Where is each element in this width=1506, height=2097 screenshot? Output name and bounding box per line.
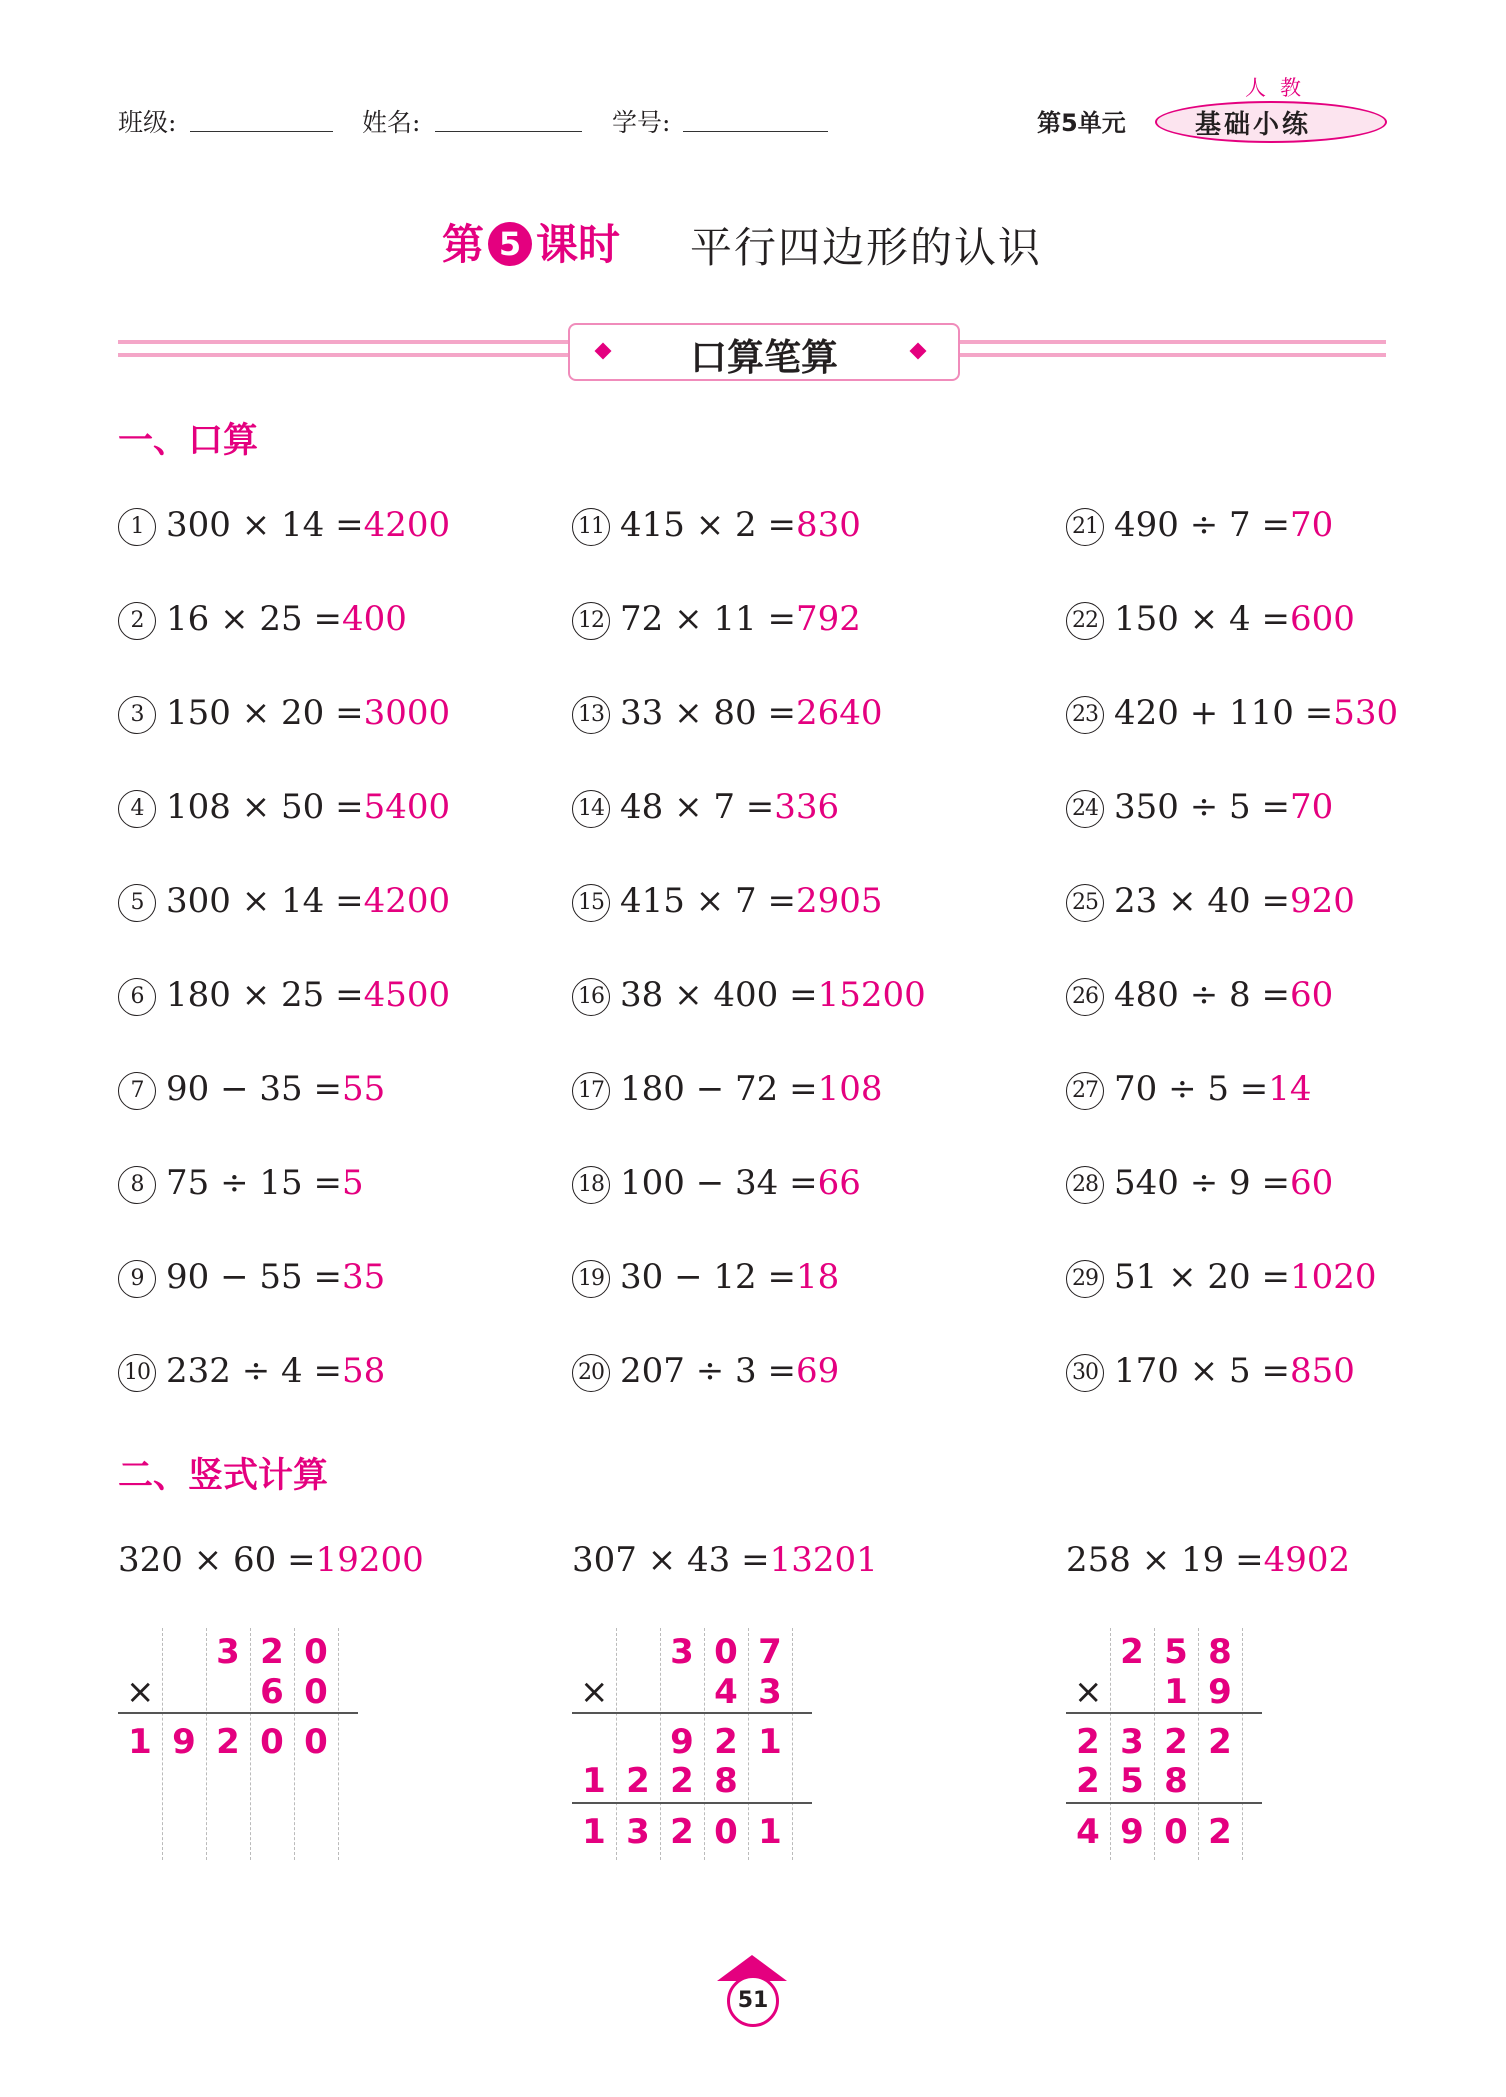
oral-problem — [1066, 1351, 1355, 1392]
problem-answer[interactable]: 336 — [774, 787, 840, 827]
problem-answer[interactable]: 60 — [1289, 1163, 1334, 1203]
calc-digit: 2 — [670, 1812, 694, 1852]
problem-question: 90 − 55 = — [166, 1257, 342, 1297]
problem-answer[interactable]: 58 — [341, 1351, 386, 1391]
calc-digit: 2 — [260, 1632, 284, 1672]
calc-digit: 1 — [758, 1722, 782, 1762]
calc-digit: 1 — [128, 1722, 152, 1762]
problem-number: 12 — [572, 602, 610, 640]
calc-digit: 8 — [714, 1761, 738, 1801]
problem-answer[interactable]: 55 — [341, 1069, 386, 1109]
oral-problem — [1066, 599, 1355, 640]
problem-question: 350 ÷ 5 = — [1114, 787, 1290, 827]
oral-problem — [118, 1257, 385, 1298]
problem-answer[interactable]: 2905 — [795, 881, 883, 921]
oral-problem — [118, 693, 450, 734]
problem-number: 27 — [1066, 1072, 1104, 1110]
calc-digit: 5 — [1164, 1632, 1188, 1672]
brand-publisher: 人教 — [1245, 76, 1315, 100]
calc-digit: 0 — [304, 1672, 328, 1712]
student-id-label: 学号: — [612, 108, 671, 137]
calc-digit: 0 — [1164, 1812, 1188, 1852]
problem-number: 8 — [118, 1166, 156, 1204]
calc-digit: 0 — [714, 1812, 738, 1852]
written-answer[interactable]: 13201 — [769, 1540, 878, 1580]
oral-problem — [118, 881, 450, 922]
calc-digit: 9 — [172, 1722, 196, 1762]
problem-number: 16 — [572, 978, 610, 1016]
grid-line — [338, 1628, 339, 1860]
class-blank[interactable] — [190, 131, 333, 132]
problem-answer[interactable]: 4200 — [363, 505, 451, 545]
calc-rule — [572, 1802, 812, 1804]
oral-problem — [1066, 881, 1355, 922]
problem-answer[interactable]: 2640 — [795, 693, 883, 733]
oral-problem — [572, 787, 839, 828]
problem-number: 14 — [572, 790, 610, 828]
calc-digit: 2 — [1076, 1722, 1100, 1762]
problem-number: 6 — [118, 978, 156, 1016]
calc-digit: 3 — [670, 1632, 694, 1672]
oral-problem — [572, 1257, 839, 1298]
calc-digit: 2 — [1208, 1722, 1232, 1762]
problem-question: 180 − 72 = — [620, 1069, 818, 1109]
problem-answer[interactable]: 70 — [1289, 787, 1334, 827]
problem-number: 30 — [1066, 1354, 1104, 1392]
written-question: 307 × 43 = — [572, 1540, 770, 1580]
oral-problem — [572, 693, 882, 734]
problem-answer[interactable]: 69 — [795, 1351, 840, 1391]
problem-question: 38 × 400 = — [620, 975, 818, 1015]
problem-answer[interactable]: 35 — [341, 1257, 386, 1297]
problem-number: 18 — [572, 1166, 610, 1204]
problem-answer[interactable]: 400 — [341, 599, 407, 639]
oral-problem — [1066, 1163, 1333, 1204]
problem-question: 90 − 35 = — [166, 1069, 342, 1109]
calc-digit: 0 — [304, 1632, 328, 1672]
grid-line — [1242, 1628, 1243, 1860]
oral-problem — [1066, 1257, 1376, 1298]
oral-problem — [118, 1351, 385, 1392]
oral-problem — [118, 505, 450, 546]
calc-digit: 0 — [304, 1722, 328, 1762]
problem-question: 100 − 34 = — [620, 1163, 818, 1203]
written-equation — [1066, 1540, 1350, 1580]
problem-number: 13 — [572, 696, 610, 734]
calc-digit: 1 — [582, 1812, 606, 1852]
calc-digit: 2 — [1164, 1722, 1188, 1762]
name-blank[interactable] — [435, 131, 582, 132]
problem-question: 415 × 2 = — [620, 505, 796, 545]
written-equation — [118, 1540, 424, 1580]
problem-question: 180 × 25 = — [166, 975, 364, 1015]
multiply-sign: × — [580, 1672, 609, 1712]
problem-number: 9 — [118, 1260, 156, 1298]
oral-problem — [572, 1163, 861, 1204]
banner-stripe-right-2 — [956, 353, 1386, 357]
oral-problem — [1066, 1069, 1312, 1110]
problem-question: 170 × 5 = — [1114, 1351, 1290, 1391]
problem-number: 21 — [1066, 508, 1104, 546]
brand-name: 基础小练 — [1195, 110, 1312, 140]
problem-number: 20 — [572, 1354, 610, 1392]
problem-question: 51 × 20 = — [1114, 1257, 1290, 1297]
problem-number: 26 — [1066, 978, 1104, 1016]
oral-problem — [118, 1069, 385, 1110]
banner-stripe-right — [956, 340, 1386, 344]
problem-question: 150 × 4 = — [1114, 599, 1290, 639]
oral-problem — [572, 881, 882, 922]
calc-digit: 2 — [1208, 1812, 1232, 1852]
multiply-sign: × — [1074, 1672, 1103, 1712]
calc-digit: 9 — [1208, 1672, 1232, 1712]
problem-answer[interactable]: 4200 — [363, 881, 451, 921]
calc-digit: 9 — [1120, 1812, 1144, 1852]
problem-question: 540 ÷ 9 = — [1114, 1163, 1290, 1203]
oral-problem — [572, 1069, 882, 1110]
problem-question: 420 + 110 = — [1114, 693, 1334, 733]
banner-stripe-left — [118, 340, 570, 344]
written-equation — [572, 1540, 878, 1580]
written-section-title: 二、竖式计算 — [118, 1456, 329, 1496]
oral-problem — [1066, 975, 1333, 1016]
problem-number: 22 — [1066, 602, 1104, 640]
written-answer[interactable]: 4902 — [1263, 1540, 1351, 1580]
calc-rule — [1066, 1802, 1262, 1804]
problem-number: 25 — [1066, 884, 1104, 922]
written-question: 258 × 19 = — [1066, 1540, 1264, 1580]
class-label: 班级: — [118, 108, 177, 137]
problem-answer[interactable]: 15200 — [817, 975, 926, 1015]
calc-digit: 3 — [216, 1632, 240, 1672]
oral-problem — [1066, 787, 1333, 828]
calc-digit: 0 — [260, 1722, 284, 1762]
calc-digit: 2 — [670, 1761, 694, 1801]
problem-answer[interactable]: 5 — [341, 1163, 364, 1203]
calc-digit: 1 — [1164, 1672, 1188, 1712]
problem-number: 17 — [572, 1072, 610, 1110]
problem-number: 19 — [572, 1260, 610, 1298]
problem-answer[interactable]: 66 — [817, 1163, 861, 1203]
problem-answer[interactable]: 920 — [1289, 881, 1355, 921]
calc-digit: 6 — [260, 1672, 284, 1712]
calc-digit: 1 — [582, 1761, 606, 1801]
calc-digit: 0 — [714, 1632, 738, 1672]
oral-problem — [572, 599, 861, 640]
calc-digit: 2 — [626, 1761, 650, 1801]
oral-problem — [1066, 693, 1398, 734]
problem-question: 23 × 40 = — [1114, 881, 1290, 921]
oral-problem — [572, 1351, 839, 1392]
problem-question: 300 × 14 = — [166, 505, 364, 545]
problem-answer[interactable]: 3000 — [363, 693, 451, 733]
problem-number: 1 — [118, 508, 156, 546]
problem-number: 24 — [1066, 790, 1104, 828]
problem-answer[interactable]: 4500 — [363, 975, 451, 1015]
lesson-circle: 5 — [488, 222, 532, 266]
calc-digit: 8 — [1164, 1761, 1188, 1801]
problem-answer[interactable]: 1020 — [1289, 1257, 1377, 1297]
lesson-suffix: 课时 — [536, 220, 621, 269]
calc-digit: 1 — [758, 1812, 782, 1852]
oral-section-title: 一、口算 — [118, 421, 259, 461]
lesson-prefix: 第 — [442, 220, 485, 269]
calc-digit: 2 — [714, 1722, 738, 1762]
problem-number: 11 — [572, 508, 610, 546]
problem-question: 48 × 7 = — [620, 787, 775, 827]
calc-digit: 2 — [1120, 1632, 1144, 1672]
problem-answer[interactable]: 5400 — [363, 787, 451, 827]
calc-digit: 3 — [758, 1672, 782, 1712]
calc-digit: 3 — [1120, 1722, 1144, 1762]
calc-digit: 5 — [1120, 1761, 1144, 1801]
problem-question: 33 × 80 = — [620, 693, 796, 733]
problem-question: 30 − 12 = — [620, 1257, 796, 1297]
calc-digit: 7 — [758, 1632, 782, 1672]
problem-answer[interactable]: 108 — [817, 1069, 883, 1109]
problem-number: 4 — [118, 790, 156, 828]
oral-problem — [572, 975, 926, 1016]
calc-digit: 2 — [216, 1722, 240, 1762]
oral-problem — [1066, 505, 1333, 546]
grid-line — [792, 1628, 793, 1860]
problem-question: 300 × 14 = — [166, 881, 364, 921]
calc-digit: 8 — [1208, 1632, 1232, 1672]
problem-number: 5 — [118, 884, 156, 922]
calc-rule — [572, 1712, 812, 1714]
problem-question: 108 × 50 = — [166, 787, 364, 827]
problem-question: 490 ÷ 7 = — [1114, 505, 1290, 545]
unit-label: 第5单元 — [1037, 109, 1126, 137]
student-id-blank[interactable] — [683, 131, 828, 132]
problem-answer[interactable]: 14 — [1268, 1069, 1312, 1109]
problem-question: 70 ÷ 5 = — [1114, 1069, 1269, 1109]
problem-number: 28 — [1066, 1166, 1104, 1204]
problem-answer[interactable]: 792 — [795, 599, 861, 639]
calc-rule — [118, 1712, 358, 1714]
problem-answer[interactable]: 60 — [1289, 975, 1334, 1015]
problem-answer[interactable]: 70 — [1289, 505, 1334, 545]
problem-answer[interactable]: 850 — [1289, 1351, 1355, 1391]
calc-digit: 9 — [670, 1722, 694, 1762]
problem-number: 29 — [1066, 1260, 1104, 1298]
problem-question: 150 × 20 = — [166, 693, 364, 733]
problem-question: 75 ÷ 15 = — [166, 1163, 342, 1203]
lesson-number — [442, 212, 620, 272]
calc-digit: 4 — [1076, 1812, 1100, 1852]
oral-problem — [572, 505, 861, 546]
lesson-title: 平行四边形的认识 — [690, 223, 1043, 272]
problem-question: 415 × 7 = — [620, 881, 796, 921]
problem-question: 232 ÷ 4 = — [166, 1351, 342, 1391]
problem-answer[interactable]: 530 — [1333, 693, 1399, 733]
oral-problem — [118, 787, 450, 828]
problem-question: 16 × 25 = — [166, 599, 342, 639]
problem-answer[interactable]: 830 — [795, 505, 861, 545]
oral-problem — [118, 975, 450, 1016]
banner-stripe-left-2 — [118, 353, 570, 357]
written-question: 320 × 60 = — [118, 1540, 316, 1580]
oral-problem — [118, 599, 407, 640]
problem-number: 23 — [1066, 696, 1104, 734]
calc-digit: 4 — [714, 1672, 738, 1712]
problem-question: 72 × 11 = — [620, 599, 796, 639]
oral-problem — [118, 1163, 364, 1204]
problem-question: 480 ÷ 8 = — [1114, 975, 1290, 1015]
problem-number: 15 — [572, 884, 610, 922]
page-number: 51 — [727, 1975, 779, 2027]
written-answer[interactable]: 19200 — [315, 1540, 424, 1580]
calc-digit: 3 — [626, 1812, 650, 1852]
problem-question: 207 ÷ 3 = — [620, 1351, 796, 1391]
problem-number: 3 — [118, 696, 156, 734]
problem-answer[interactable]: 600 — [1289, 599, 1355, 639]
name-label: 姓名: — [362, 108, 421, 137]
banner-title: 口算笔算 — [690, 336, 838, 379]
multiply-sign: × — [126, 1672, 155, 1712]
calc-rule — [1066, 1712, 1262, 1714]
problem-number: 2 — [118, 602, 156, 640]
problem-number: 7 — [118, 1072, 156, 1110]
problem-answer[interactable]: 18 — [795, 1257, 840, 1297]
problem-number: 10 — [118, 1354, 156, 1392]
calc-digit: 2 — [1076, 1761, 1100, 1801]
